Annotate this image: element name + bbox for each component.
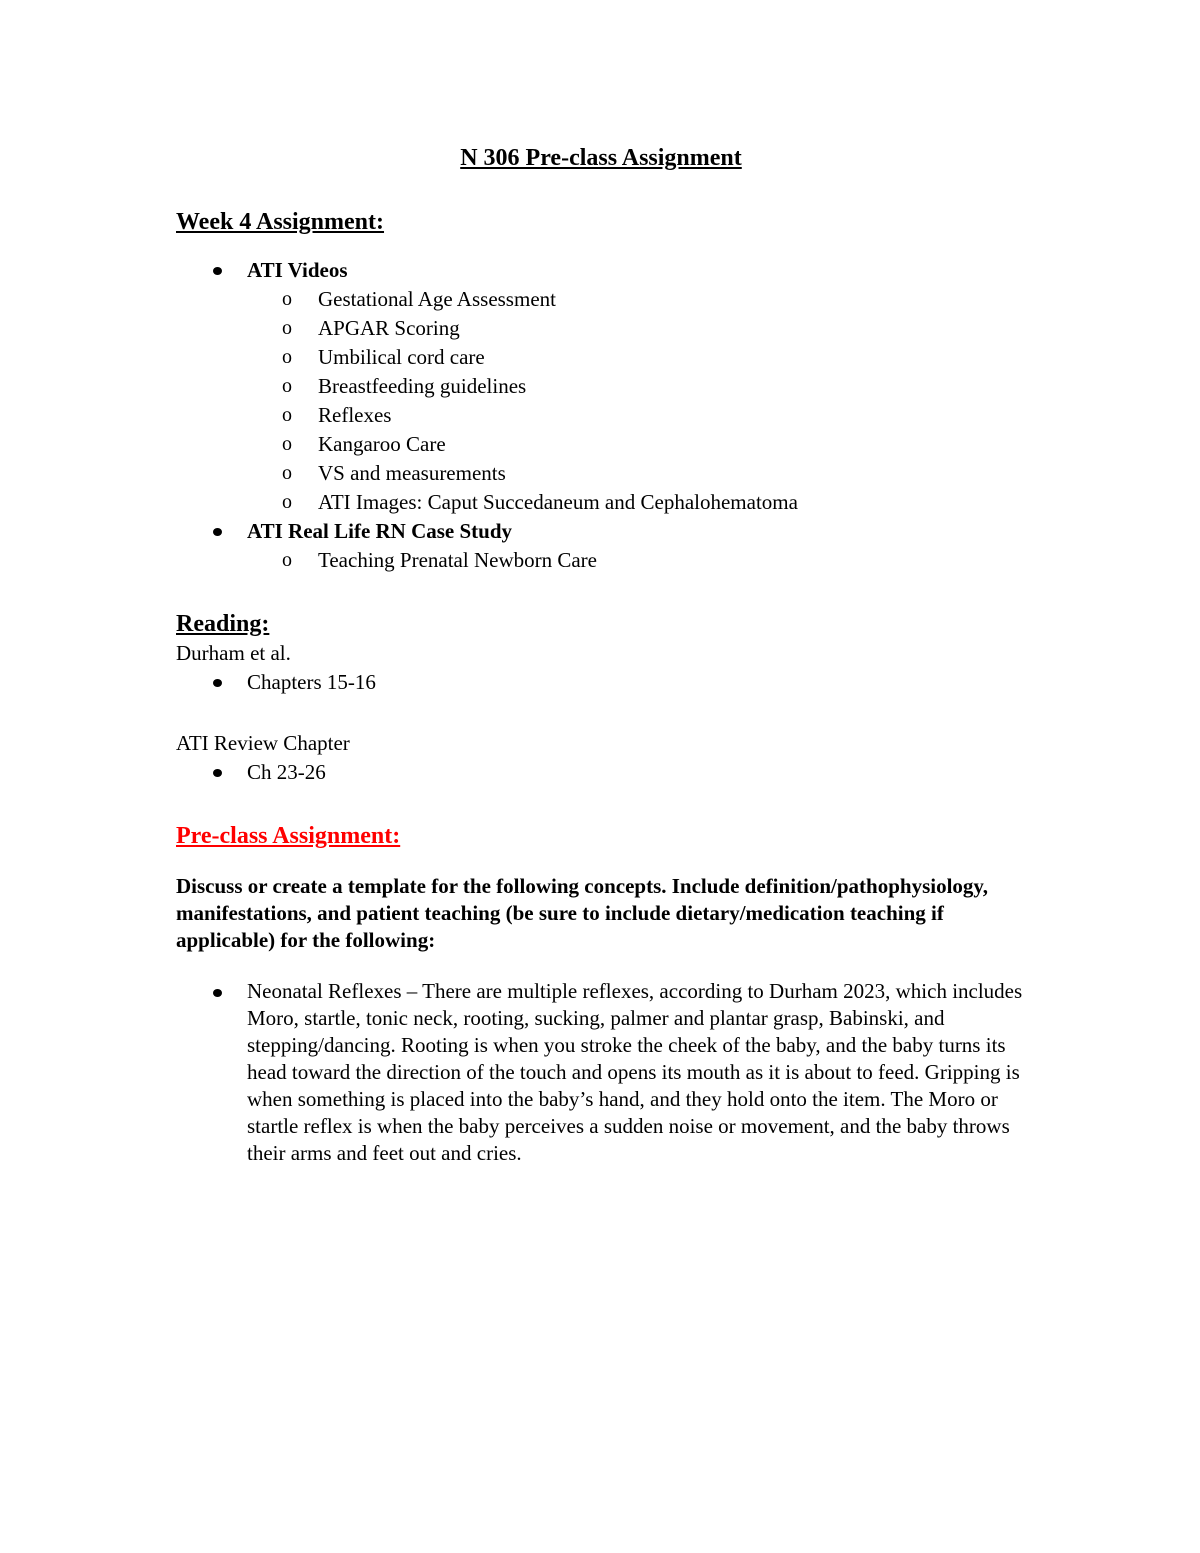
video-item: Gestational Age Assessment — [318, 287, 556, 311]
preclass-heading: Pre-class Assignment: — [176, 823, 401, 849]
video-item: Kangaroo Care — [318, 432, 446, 456]
list-item — [247, 430, 1026, 459]
circle-bullet-icon: o — [282, 404, 292, 426]
list-item — [247, 401, 1026, 430]
list-item — [247, 459, 1026, 488]
document-title: N 306 Pre-class Assignment — [460, 145, 742, 171]
bullet-icon — [213, 528, 222, 536]
bullet-icon — [213, 679, 222, 687]
circle-bullet-icon: o — [282, 346, 292, 368]
list-item — [176, 978, 1026, 1167]
bullet-icon — [213, 989, 222, 997]
circle-bullet-icon: o — [282, 491, 292, 513]
video-item: Breastfeeding guidelines — [318, 374, 527, 398]
list-item — [247, 343, 1026, 372]
reading-item: Ch 23-26 — [247, 760, 326, 784]
video-item: ATI Images: Caput Succedaneum and Cephalohematoma — [318, 490, 798, 514]
circle-bullet-icon: o — [282, 317, 292, 339]
neonatal-reflexes-text: Neonatal Reflexes – There are multiple reflexes, according to Durham 2023, which includes Moro, startle, tonic neck, rooting, sucking, palmer and plantar grasp, Babinski, and stepping/dancing. Rooting is when you stroke the cheek of the baby, and the baby turns its head toward the direction of the touch and opens its mouth as it is about to feed. Gripping is when something is placed into the baby’s hand, and they hold onto the item. The Moro or startle reflex is when the baby perceives a sudden noise or movement, and the baby throws their arms and feet out and cries. — [247, 979, 1023, 1165]
preclass-instructions: Discuss or create a template for the following concepts. Include definition/pathophysiology, manifestations, and patient teaching (be sure to include dietary/medication teaching if applicable) for the following: — [176, 874, 989, 952]
circle-bullet-icon: o — [282, 433, 292, 455]
reading-list-ati — [176, 758, 1026, 787]
ati-videos-sublist — [247, 285, 1026, 517]
spacer — [176, 697, 1026, 729]
circle-bullet-icon: o — [282, 288, 292, 310]
case-study-item: Teaching Prenatal Newborn Care — [318, 548, 597, 572]
video-item: VS and measurements — [318, 461, 506, 485]
list-item-ati-videos — [176, 256, 1026, 517]
reading-source-durham: Durham et al. — [176, 641, 291, 665]
list-item-case-study — [176, 517, 1026, 575]
bullet-icon — [213, 267, 222, 275]
video-item: Umbilical cord care — [318, 345, 485, 369]
case-study-sublist — [247, 546, 1026, 575]
reading-item: Chapters 15-16 — [247, 670, 376, 694]
assignment-list — [176, 256, 1026, 575]
document-page — [176, 140, 1026, 1167]
video-item: Reflexes — [318, 403, 392, 427]
list-item — [247, 285, 1026, 314]
reading-list-durham — [176, 668, 1026, 697]
bullet-icon — [213, 769, 222, 777]
reading-heading: Reading: — [176, 611, 270, 637]
case-study-label: ATI Real Life RN Case Study — [247, 519, 513, 543]
circle-bullet-icon: o — [282, 375, 292, 397]
list-item — [247, 546, 1026, 575]
list-item — [176, 668, 1026, 697]
list-item — [247, 372, 1026, 401]
list-item — [176, 758, 1026, 787]
week-heading: Week 4 Assignment: — [176, 209, 385, 235]
list-item — [247, 314, 1026, 343]
reading-source-ati: ATI Review Chapter — [176, 731, 350, 755]
video-item: APGAR Scoring — [318, 316, 460, 340]
circle-bullet-icon: o — [282, 462, 292, 484]
preclass-list — [176, 978, 1026, 1167]
ati-videos-label: ATI Videos — [247, 258, 348, 282]
circle-bullet-icon: o — [282, 549, 292, 571]
list-item — [247, 488, 1026, 517]
